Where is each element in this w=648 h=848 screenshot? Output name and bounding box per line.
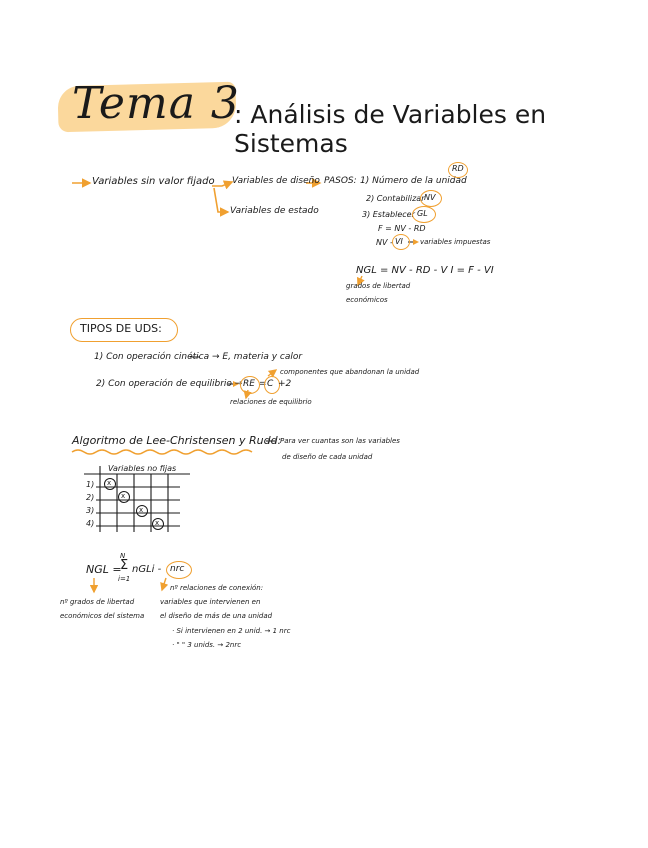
- tipos-relaciones: relaciones de equilibrio: [230, 398, 312, 406]
- flow-step-1: 1) Número de la unidad: [360, 176, 467, 186]
- flow-vi-note: variables impuestas: [420, 238, 491, 246]
- tipos-eq-sign: =: [259, 379, 267, 389]
- badge-nv-label: NV: [424, 193, 436, 202]
- flow-grados: grados de libertad: [346, 282, 411, 290]
- flow-formula-nv: NV -: [376, 238, 393, 247]
- algoritmo-underline: [72, 450, 252, 454]
- formula-term: nGLi -: [132, 564, 162, 575]
- arrow-nrc-down: [162, 578, 166, 590]
- algoritmo-note-2: de diseño de cada unidad: [282, 453, 373, 461]
- algoritmo-note-1: Para ver cuantas son las variables: [280, 437, 400, 445]
- grid-mark-3-label: x: [139, 506, 144, 514]
- flow-estado: Variables de estado: [230, 206, 319, 216]
- arrow-to-estado: [214, 188, 228, 212]
- flow-ngl: NGL = NV - RD - V I = F - VI: [356, 265, 494, 276]
- tipos-item-1: 1) Con operación cinética → E, materia y calor: [94, 352, 303, 362]
- formula-ngl: NGL =: [86, 563, 122, 576]
- grid-row-2: 2): [86, 493, 95, 502]
- grid-mark-1-label: x: [107, 479, 112, 487]
- flow-formula-f: F = NV - RD: [378, 224, 426, 233]
- algoritmo-heading: Algoritmo de Lee-Christensen y Rudd:: [72, 434, 282, 447]
- badge-nrc-label: nrc: [170, 564, 185, 574]
- formula-sum-bottom: i=1: [118, 575, 131, 583]
- formula-sum-top: N: [120, 552, 126, 560]
- formula-left-1: nº grados de libertad: [60, 598, 135, 606]
- formula-right-1: nº relaciones de conexión:: [170, 584, 264, 592]
- badge-c-label: C: [267, 379, 274, 389]
- formula-sigma: Σ: [120, 558, 129, 573]
- tipos-plus-two: +2: [278, 379, 292, 389]
- formula-right-4: · Si intervienen en 2 unid. → 1 nrc: [172, 627, 291, 635]
- flow-diseno: Variables de diseño: [232, 176, 320, 186]
- grid-row-3: 3): [86, 506, 95, 515]
- formula-right-5: · " " 3 unids. → 2nrc: [172, 641, 242, 649]
- badge-rd-label: RD: [452, 164, 464, 173]
- flow-step-3: 3) Establecer: [362, 210, 415, 219]
- flow-economicos: económicos: [346, 296, 388, 304]
- grid-row-4: 4): [86, 519, 95, 528]
- page-subtitle: : Análisis de Variables en Sistemas: [234, 100, 547, 158]
- tipos-componentes: componentes que abandonan la unidad: [280, 368, 420, 376]
- tipos-item-2: 2) Con operación de equilibrio →: [96, 379, 243, 389]
- grid-mark-2-label: x: [121, 492, 126, 500]
- grid-mark-4-label: x: [155, 519, 160, 527]
- flow-start: Variables sin valor fijado: [92, 176, 215, 187]
- arrow-to-diseno: [212, 182, 232, 186]
- lee-grid: [84, 466, 190, 532]
- badge-vi-label: VI: [395, 237, 403, 246]
- tipos-heading: TIPOS DE UDS:: [80, 322, 162, 335]
- badge-gl-label: GL: [417, 209, 428, 218]
- grid-header: Variables no fijas: [108, 464, 177, 473]
- formula-left-2: económicos del sistema: [60, 612, 145, 620]
- badge-re-label: RE: [243, 379, 255, 389]
- flow-step-2: 2) Contabilizar: [366, 194, 425, 203]
- grid-row-1: 1): [86, 480, 95, 489]
- formula-right-3: el diseño de más de una unidad: [160, 612, 273, 620]
- flow-pasos: PASOS:: [324, 176, 357, 186]
- page-title: Tema 3: [72, 78, 240, 129]
- formula-right-2: variables que intervienen en: [160, 598, 261, 606]
